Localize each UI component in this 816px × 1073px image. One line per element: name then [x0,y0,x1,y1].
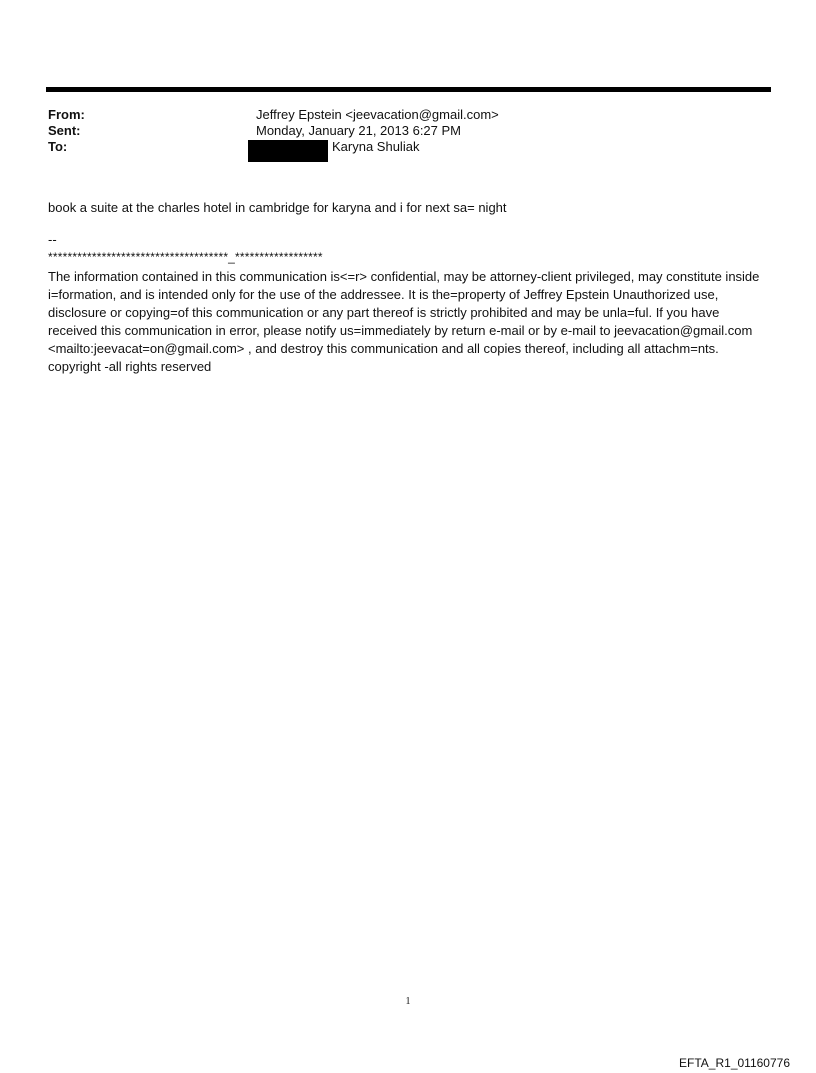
sent-row [48,123,768,139]
confidentiality-disclaimer: The information contained in this communication is<=r> confidential, may be attorney-client privileged, may constitute inside i=formation, and is intended only for the use of the addressee. It is the=property of Jeffrey Epstein Unauthorized use, disclosure or copying=of this communication or any part thereof is strictly prohibited and may be unla=ful. If you have received this communication in error, please notify us=immediately by return e-mail or by e-mail to jeevacation@gmail.com <mailto:jeevacat=on@gmail.com> , and destroy this communication and all copies thereof, including all attachm=nts. copyright -all rights reserved [48,269,760,374]
to-label: To: [48,139,68,154]
from-row [48,107,768,123]
from-value: Jeffrey Epstein <jeevacation@gmail.com> [256,107,499,122]
email-header [48,107,768,161]
sent-value: Monday, January 21, 2013 6:27 PM [256,123,461,138]
from-label: From: [48,107,85,122]
signature-separator: -- [48,232,57,247]
message-body: book a suite at the charles hotel in cambridge for karyna and i for next sa= night [48,200,507,215]
sent-label: Sent: [48,123,81,138]
signature-stars: *************************************_****************** [48,250,323,264]
top-divider [46,87,771,92]
page-number: 1 [405,996,411,1007]
bates-number: EFTA_R1_01160776 [679,1056,790,1070]
redaction-box [248,140,328,162]
to-value: Karyna Shuliak [332,139,420,154]
to-row [48,139,768,161]
